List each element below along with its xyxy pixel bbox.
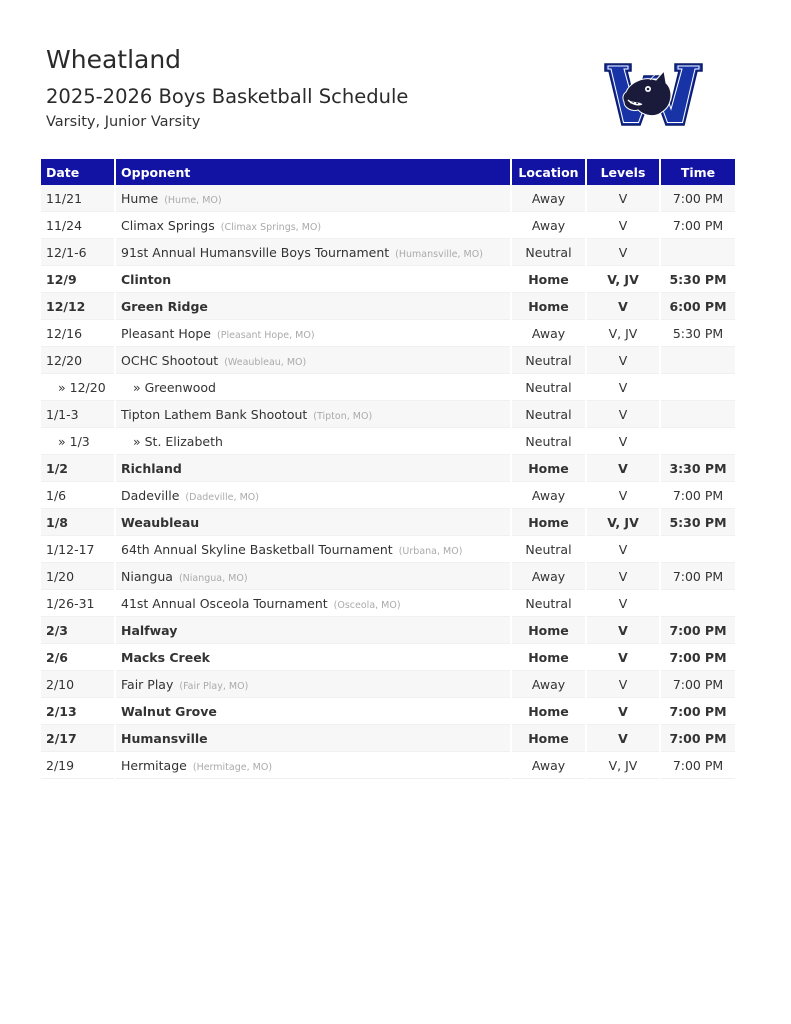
opponent-cell <box>115 347 511 374</box>
opponent-cell <box>115 509 511 536</box>
levels-subtitle: Varsity, Junior Varsity <box>46 114 201 130</box>
location-cell: Away <box>511 320 586 347</box>
location-cell: Home <box>511 644 586 671</box>
date-cell: 12/12 <box>41 293 115 320</box>
opponent-name: Fair Play <box>121 676 174 692</box>
opponent-name: » St. Elizabeth <box>133 433 223 449</box>
location-cell: Home <box>511 698 586 725</box>
opponent-cell <box>115 320 511 347</box>
table-row <box>41 563 735 590</box>
opponent-name: Humansville <box>121 730 208 746</box>
location-cell: Home <box>511 266 586 293</box>
time-cell: 7:00 PM <box>660 671 735 698</box>
location-cell: Home <box>511 725 586 752</box>
table-row <box>41 401 735 428</box>
table-row <box>41 725 735 752</box>
time-cell: 5:30 PM <box>660 266 735 293</box>
opponent-location: (Osceola, MO) <box>333 599 401 611</box>
time-cell: 7:00 PM <box>660 212 735 239</box>
table-row <box>41 455 735 482</box>
column-header-location: Location <box>511 159 586 185</box>
table-row <box>41 698 735 725</box>
column-header-time: Time <box>660 159 735 185</box>
location-cell: Neutral <box>511 428 586 455</box>
opponent-cell <box>115 590 511 617</box>
opponent-name: Niangua <box>121 568 173 584</box>
levels-cell: V <box>586 590 660 617</box>
opponent-location: (Urbana, MO) <box>398 545 463 557</box>
opponent-name: Macks Creek <box>121 649 210 665</box>
date-cell: » 12/20 <box>41 374 115 401</box>
school-name: Wheatland <box>46 45 182 74</box>
opponent-cell <box>115 752 511 779</box>
date-cell: 1/2 <box>41 455 115 482</box>
opponent-cell <box>115 374 511 401</box>
time-cell: 7:00 PM <box>660 698 735 725</box>
time-cell: 3:30 PM <box>660 455 735 482</box>
time-cell <box>660 401 735 428</box>
opponent-cell <box>115 482 511 509</box>
table-row <box>41 212 735 239</box>
opponent-name: Hermitage <box>121 757 187 773</box>
time-cell: 5:30 PM <box>660 320 735 347</box>
location-cell: Away <box>511 185 586 212</box>
time-cell: 5:30 PM <box>660 509 735 536</box>
table-row <box>41 185 735 212</box>
location-cell: Neutral <box>511 590 586 617</box>
location-cell: Neutral <box>511 347 586 374</box>
location-cell: Neutral <box>511 239 586 266</box>
column-header-opponent: Opponent <box>115 159 511 185</box>
opponent-cell <box>115 617 511 644</box>
levels-cell: V <box>586 536 660 563</box>
levels-cell: V <box>586 617 660 644</box>
location-cell: Neutral <box>511 374 586 401</box>
opponent-location: (Climax Springs, MO) <box>220 221 322 233</box>
table-row <box>41 482 735 509</box>
opponent-name: Weaubleau <box>121 514 200 530</box>
opponent-location: (Humansville, MO) <box>395 248 483 260</box>
levels-cell: V <box>586 293 660 320</box>
opponent-cell <box>115 239 511 266</box>
location-cell: Away <box>511 563 586 590</box>
opponent-location: (Hume, MO) <box>164 194 222 206</box>
opponent-location: (Niangua, MO) <box>178 572 248 584</box>
time-cell: 7:00 PM <box>660 482 735 509</box>
opponent-cell <box>115 401 511 428</box>
date-cell: 2/3 <box>41 617 115 644</box>
levels-cell: V <box>586 482 660 509</box>
date-cell: 2/6 <box>41 644 115 671</box>
date-cell: 12/1-6 <box>41 239 115 266</box>
opponent-location: (Hermitage, MO) <box>192 761 273 773</box>
opponent-cell <box>115 563 511 590</box>
opponent-name: 64th Annual Skyline Basketball Tournament <box>121 541 393 557</box>
opponent-name: Tipton Lathem Bank Shootout <box>121 406 308 422</box>
location-cell: Home <box>511 617 586 644</box>
table-row <box>41 266 735 293</box>
table-header-row <box>41 159 735 185</box>
column-header-levels: Levels <box>586 159 660 185</box>
levels-cell: V <box>586 455 660 482</box>
levels-cell: V <box>586 671 660 698</box>
opponent-cell <box>115 671 511 698</box>
location-cell: Neutral <box>511 536 586 563</box>
location-cell: Away <box>511 212 586 239</box>
opponent-cell <box>115 428 511 455</box>
opponent-name: Climax Springs <box>121 217 215 233</box>
levels-cell: V <box>586 185 660 212</box>
table-row <box>41 374 735 401</box>
opponent-cell <box>115 536 511 563</box>
schedule-title: 2025-2026 Boys Basketball Schedule <box>46 85 409 108</box>
time-cell <box>660 536 735 563</box>
date-cell: 2/13 <box>41 698 115 725</box>
table-row <box>41 671 735 698</box>
date-cell: 1/1-3 <box>41 401 115 428</box>
levels-cell: V <box>586 212 660 239</box>
opponent-cell <box>115 455 511 482</box>
opponent-location: (Tipton, MO) <box>313 410 373 422</box>
date-cell: 12/16 <box>41 320 115 347</box>
time-cell: 7:00 PM <box>660 644 735 671</box>
location-cell: Home <box>511 509 586 536</box>
date-cell: 1/6 <box>41 482 115 509</box>
date-cell: 11/21 <box>41 185 115 212</box>
levels-cell: V, JV <box>586 509 660 536</box>
opponent-location: (Pleasant Hope, MO) <box>217 329 315 341</box>
location-cell: Home <box>511 455 586 482</box>
time-cell <box>660 239 735 266</box>
opponent-cell <box>115 644 511 671</box>
location-cell: Away <box>511 752 586 779</box>
location-cell: Away <box>511 671 586 698</box>
levels-cell: V <box>586 428 660 455</box>
levels-cell: V, JV <box>586 320 660 347</box>
opponent-name: Green Ridge <box>121 298 208 314</box>
date-cell: 1/26-31 <box>41 590 115 617</box>
table-row <box>41 590 735 617</box>
location-cell: Away <box>511 482 586 509</box>
opponent-name: OCHC Shootout <box>121 352 219 368</box>
date-cell: 2/10 <box>41 671 115 698</box>
date-cell: 1/20 <box>41 563 115 590</box>
levels-cell: V <box>586 644 660 671</box>
time-cell <box>660 590 735 617</box>
table-row <box>41 239 735 266</box>
opponent-cell <box>115 266 511 293</box>
schedule-table <box>41 159 735 779</box>
table-row <box>41 320 735 347</box>
opponent-name: Dadeville <box>121 487 180 503</box>
opponent-cell <box>115 293 511 320</box>
opponent-location: (Weaubleau, MO) <box>224 356 307 368</box>
time-cell: 7:00 PM <box>660 563 735 590</box>
levels-cell: V <box>586 347 660 374</box>
opponent-name: Walnut Grove <box>121 703 217 719</box>
date-cell: 12/20 <box>41 347 115 374</box>
time-cell: 7:00 PM <box>660 752 735 779</box>
levels-cell: V <box>586 725 660 752</box>
date-cell: 2/19 <box>41 752 115 779</box>
opponent-name: Pleasant Hope <box>121 325 212 341</box>
levels-cell: V <box>586 374 660 401</box>
opponent-cell <box>115 185 511 212</box>
wheatland-mustang-logo <box>604 62 703 127</box>
table-row <box>41 617 735 644</box>
date-cell: » 1/3 <box>41 428 115 455</box>
opponent-name: Clinton <box>121 271 172 287</box>
table-row <box>41 293 735 320</box>
opponent-cell <box>115 212 511 239</box>
opponent-cell <box>115 725 511 752</box>
location-cell: Home <box>511 293 586 320</box>
opponent-name: » Greenwood <box>133 379 216 395</box>
levels-cell: V <box>586 401 660 428</box>
time-cell: 6:00 PM <box>660 293 735 320</box>
levels-cell: V, JV <box>586 266 660 293</box>
time-cell <box>660 347 735 374</box>
opponent-name: 41st Annual Osceola Tournament <box>121 595 328 611</box>
date-cell: 1/12-17 <box>41 536 115 563</box>
table-row <box>41 536 735 563</box>
levels-cell: V <box>586 698 660 725</box>
date-cell: 2/17 <box>41 725 115 752</box>
date-cell: 1/8 <box>41 509 115 536</box>
table-row <box>41 347 735 374</box>
table-row <box>41 428 735 455</box>
opponent-name: 91st Annual Humansville Boys Tournament <box>121 244 390 260</box>
table-row <box>41 752 735 779</box>
table-row <box>41 509 735 536</box>
levels-cell: V <box>586 239 660 266</box>
location-cell: Neutral <box>511 401 586 428</box>
opponent-name: Hume <box>121 190 159 206</box>
opponent-name: Richland <box>121 460 182 476</box>
opponent-name: Halfway <box>121 622 178 638</box>
time-cell <box>660 428 735 455</box>
opponent-cell <box>115 698 511 725</box>
opponent-location: (Dadeville, MO) <box>185 491 259 503</box>
table-row <box>41 644 735 671</box>
opponent-location: (Fair Play, MO) <box>179 680 249 692</box>
time-cell: 7:00 PM <box>660 185 735 212</box>
date-cell: 12/9 <box>41 266 115 293</box>
time-cell <box>660 374 735 401</box>
date-cell: 11/24 <box>41 212 115 239</box>
time-cell: 7:00 PM <box>660 617 735 644</box>
column-header-date: Date <box>41 159 115 185</box>
time-cell: 7:00 PM <box>660 725 735 752</box>
levels-cell: V <box>586 563 660 590</box>
levels-cell: V, JV <box>586 752 660 779</box>
